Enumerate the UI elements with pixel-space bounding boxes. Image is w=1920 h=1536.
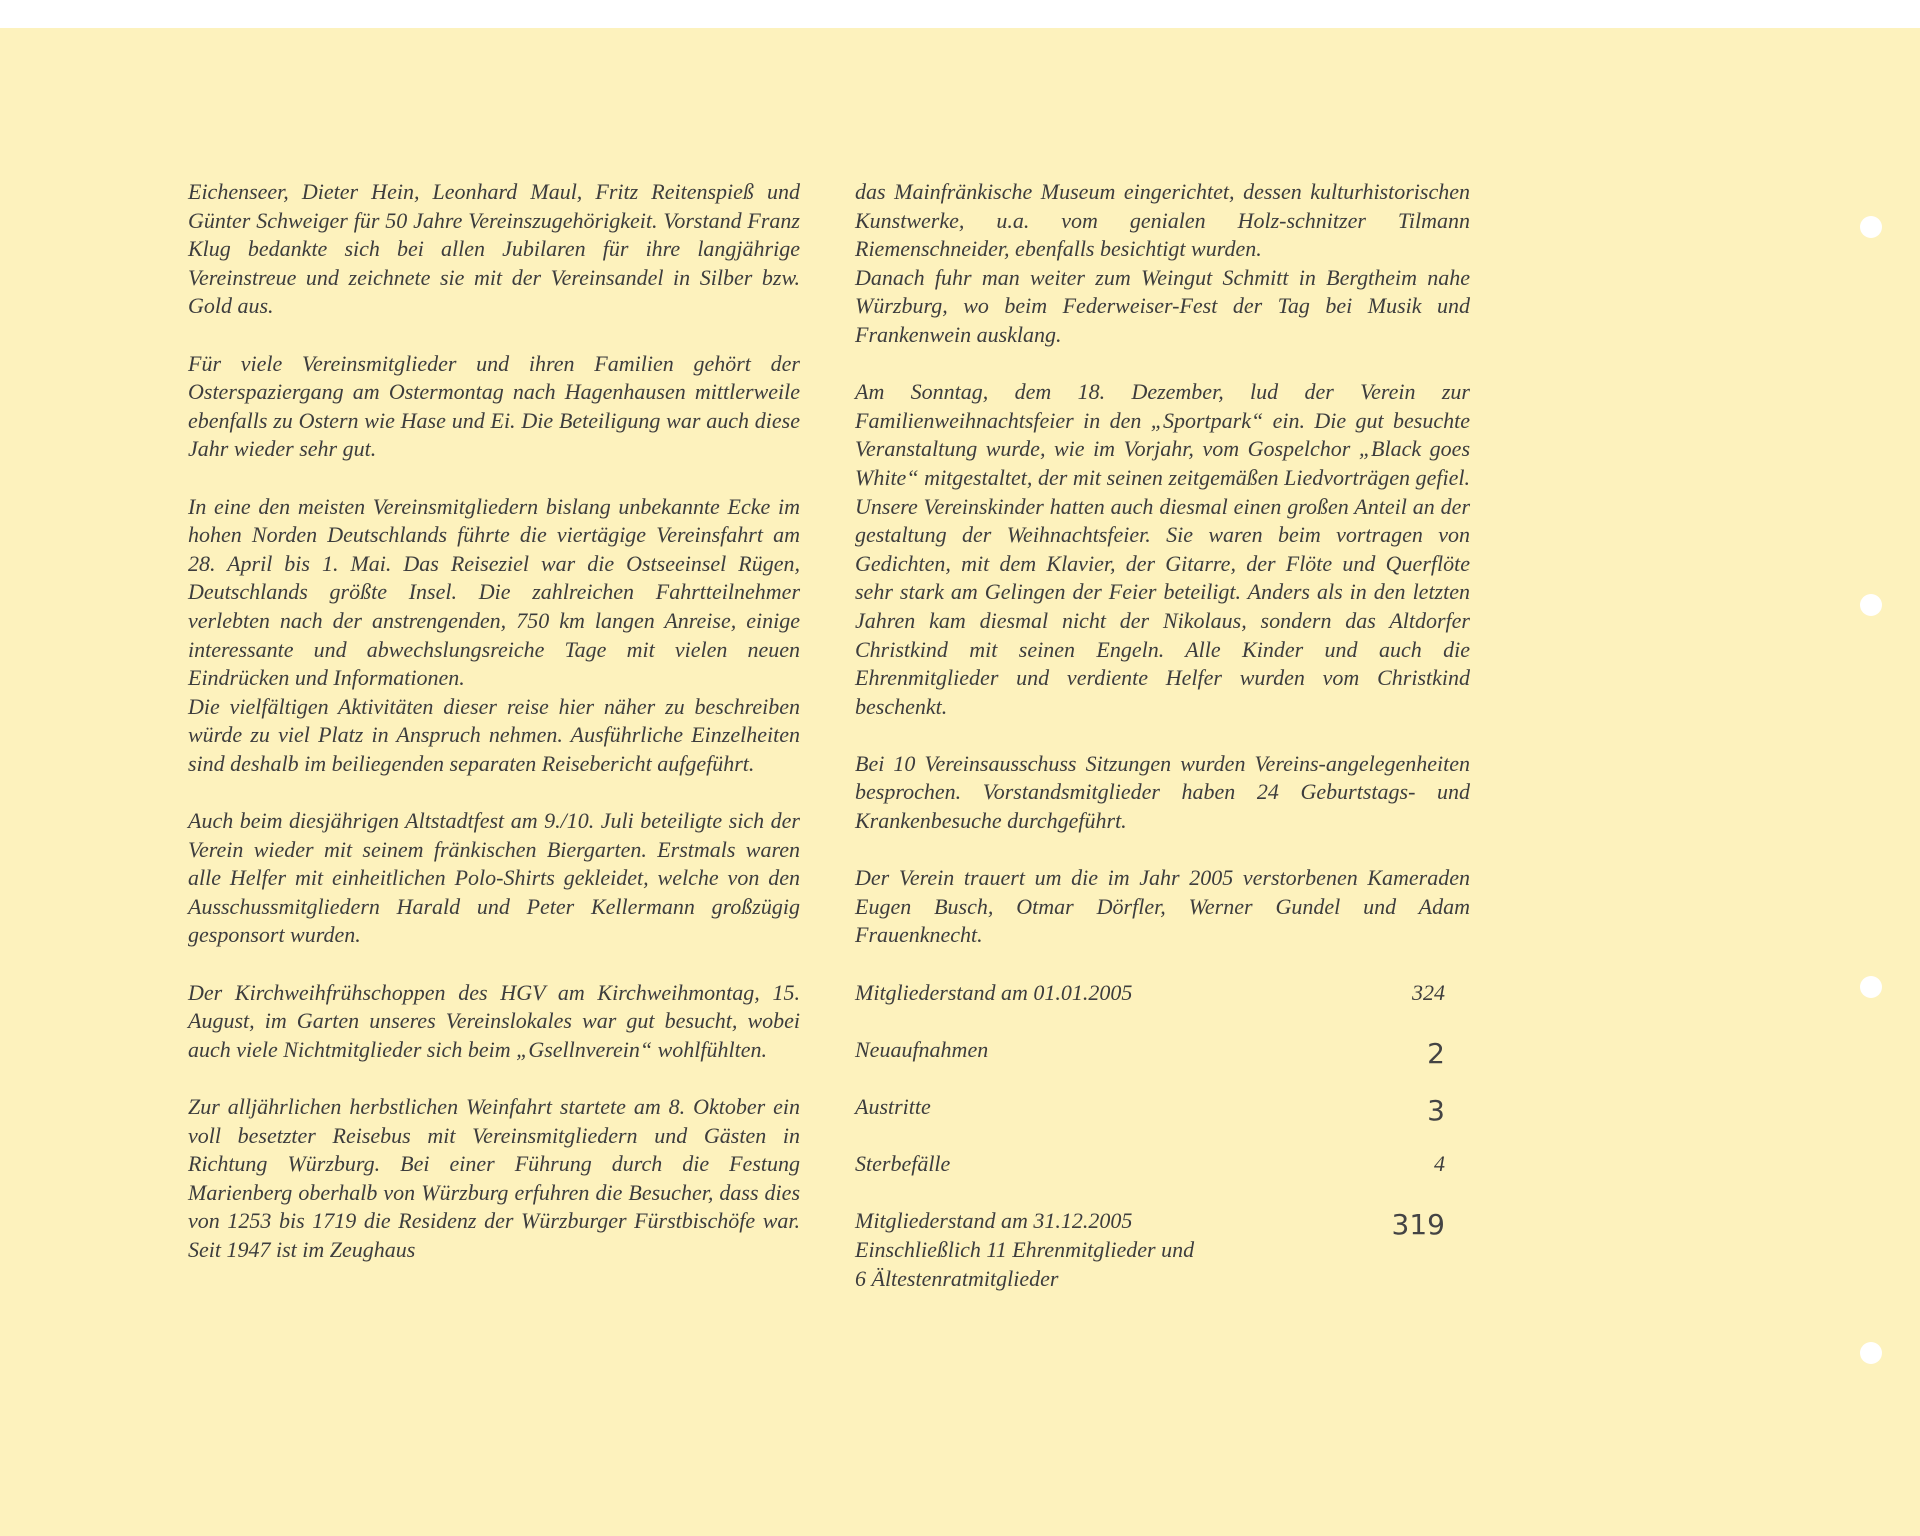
punch-hole [1860, 216, 1882, 238]
stat-label-start: Mitgliederstand am 01.01.2005 [855, 979, 1133, 1005]
stat-value-new: 2 [1427, 1036, 1445, 1070]
stat-note-line1: Einschließlich 11 Ehrenmitglieder und [855, 1236, 1195, 1262]
document-page [0, 28, 1920, 1536]
member-statistics [855, 979, 1470, 1294]
stat-note-line2: 6 Ältestenratmitglieder [855, 1265, 1059, 1291]
stat-value-end: 319 [1391, 1208, 1445, 1242]
stat-value-exit: 3 [1427, 1094, 1445, 1127]
stat-row-exit [855, 1093, 1445, 1127]
stat-label-death: Sterbefälle [855, 1151, 951, 1177]
paragraph-museum: das Mainfränkische Museum eingerichtet, dessen kulturhistorischen Kunstwerke, u.a. vom genialen Holz-schnitzer Tilmann Riemenschneider, ebenfalls besichtigt wurden. [855, 179, 1470, 262]
stat-value-start: 324 [1412, 979, 1445, 1005]
stat-row-new [855, 1036, 1445, 1070]
punch-hole [1860, 976, 1882, 998]
stat-row-death [855, 1150, 1445, 1179]
paragraph-reisebericht: Die vielfältigen Aktivitäten dieser reise hier näher zu beschreiben würde zu viel Platz in Anspruch nehmen. Ausführliche Einzelheiten sind deshalb im beiliegenden separaten Reisebericht aufgeführt. [188, 693, 800, 776]
stat-label-new: Neuaufnahmen [855, 1036, 989, 1062]
paragraph-weingut: Danach fuhr man weiter zum Weingut Schmitt in Bergtheim nahe Würzburg, wo beim Federweiser-Fest der Tag bei Musik und Frankenwein ausklang. [855, 264, 1470, 347]
paragraph-jubilare: Eichenseer, Dieter Hein, Leonhard Maul, Fritz Reitenspieß und Günter Schweiger für 50 Jahre Vereinszugehörigkeit. Vorstand Franz Klug bedankte sich bei allen Jubilaren für ihre langjährige Vereinstreue und zeichnete sie mit der Vereinsandel in Silber bzw. Gold aus. [188, 179, 800, 319]
paragraph-trauer: Der Verein trauert um die im Jahr 2005 verstorbenen Kameraden Eugen Busch, Otmar Dörfler, Werner Gundel und Adam Frauenknecht. [855, 865, 1470, 948]
paragraph-altstadtfest: Auch beim diesjährigen Altstadtfest am 9./10. Juli beteiligte sich der Verein wieder mit seinem fränkischen Biergarten. Erstmals waren alle Helfer mit einheitlichen Polo-Shirts gekleidet, welche von den Ausschussmitgliedern Harald und Peter Kellermann großzügig gesponsort wurden. [188, 808, 800, 948]
stat-row-end [855, 1207, 1445, 1242]
right-text-column [855, 178, 1470, 1293]
paragraph-osterspaziergang: Für viele Vereinsmitglieder und ihren Familien gehört der Osterspaziergang am Ostermontag nach Hagenhausen mittlerweile ebenfalls zu Ostern wie Hase und Ei. Die Beteiligung war auch diese Jahr wieder sehr gut. [188, 350, 800, 462]
paragraph-vereinsfahrt: In eine den meisten Vereinsmitgliedern bislang unbekannte Ecke im hohen Norden Deutschlands führte die viertägige Vereinsfahrt am 28. April bis 1. Mai. Das Reiseziel war die Ostseeinsel Rügen, Deutschlands größte Insel. Die zahlreichen Fahrtteilnehmer verlebten nach der anstrengenden, 750 km langen Anreise, einige interessante und abwechslungsreiche Tage mit vielen neuen Eindrücken und Informationen. [188, 493, 800, 691]
stat-label-exit: Austritte [855, 1094, 931, 1119]
paragraph-weinfahrt: Zur alljährlichen herbstlichen Weinfahrt startete am 8. Oktober ein voll besetzter Reisebus mit Vereinsmitgliedern und Gästen in Richtung Würzburg. Bei einer Führung durch die Festung Marienberg oberhalb von Würzburg erfuhren die Besucher, dass dies von 1253 bis 1719 die Residenz der Würzburger Fürstbischöfe war. Seit 1947 ist im Zeughaus [188, 1094, 800, 1262]
stat-label-end: Mitgliederstand am 31.12.2005 [855, 1208, 1133, 1234]
left-text-column [188, 178, 800, 1293]
stat-value-death: 4 [1434, 1151, 1445, 1177]
paragraph-ausschuss: Bei 10 Vereinsausschuss Sitzungen wurden Vereins-angelegenheiten besprochen. Vorstandsmitglieder haben 24 Geburtstags- und Krankenbesuche durchgeführt. [855, 750, 1470, 834]
paragraph-kirchweih: Der Kirchweihfrühschoppen des HGV am Kirchweihmontag, 15. August, im Garten unseres Vereinslokales war gut besucht, wobei auch viele Nichtmitglieder sich beim „Gsellnverein“ wohlfühlten. [188, 979, 800, 1062]
stat-row-start [855, 979, 1445, 1008]
punch-hole [1860, 1342, 1882, 1364]
paragraph-weihnachtsfeier: Am Sonntag, dem 18. Dezember, lud der Verein zur Familienweihnachtsfeier in den „Sportpark“ ein. Die gut besuchte Veranstaltung wurde, wie im Vorjahr, vom Gospelchor „Black goes White“ mitgestaltet, der mit seinen zeitgemäßen Liedvorträgen gefiel. Unsere Vereinskinder hatten auch diesmal einen großen Anteil an der gestaltung der Weihnachtsfeier. Sie waren beim vortragen von Gedichten, mit dem Klavier, der Gitarre, der Flöte und Querflöte sehr stark am Gelingen der Feier beteiligt. Anders als in den letzten Jahren kam diesmal nicht der Nikolaus, sondern das Altdorfer Christkind mit seinen Engeln. Alle Kinder und auch die Ehrenmitglieder und verdiente Helfer wurden vom Christkind beschenkt. [855, 379, 1470, 719]
punch-hole [1860, 594, 1882, 616]
